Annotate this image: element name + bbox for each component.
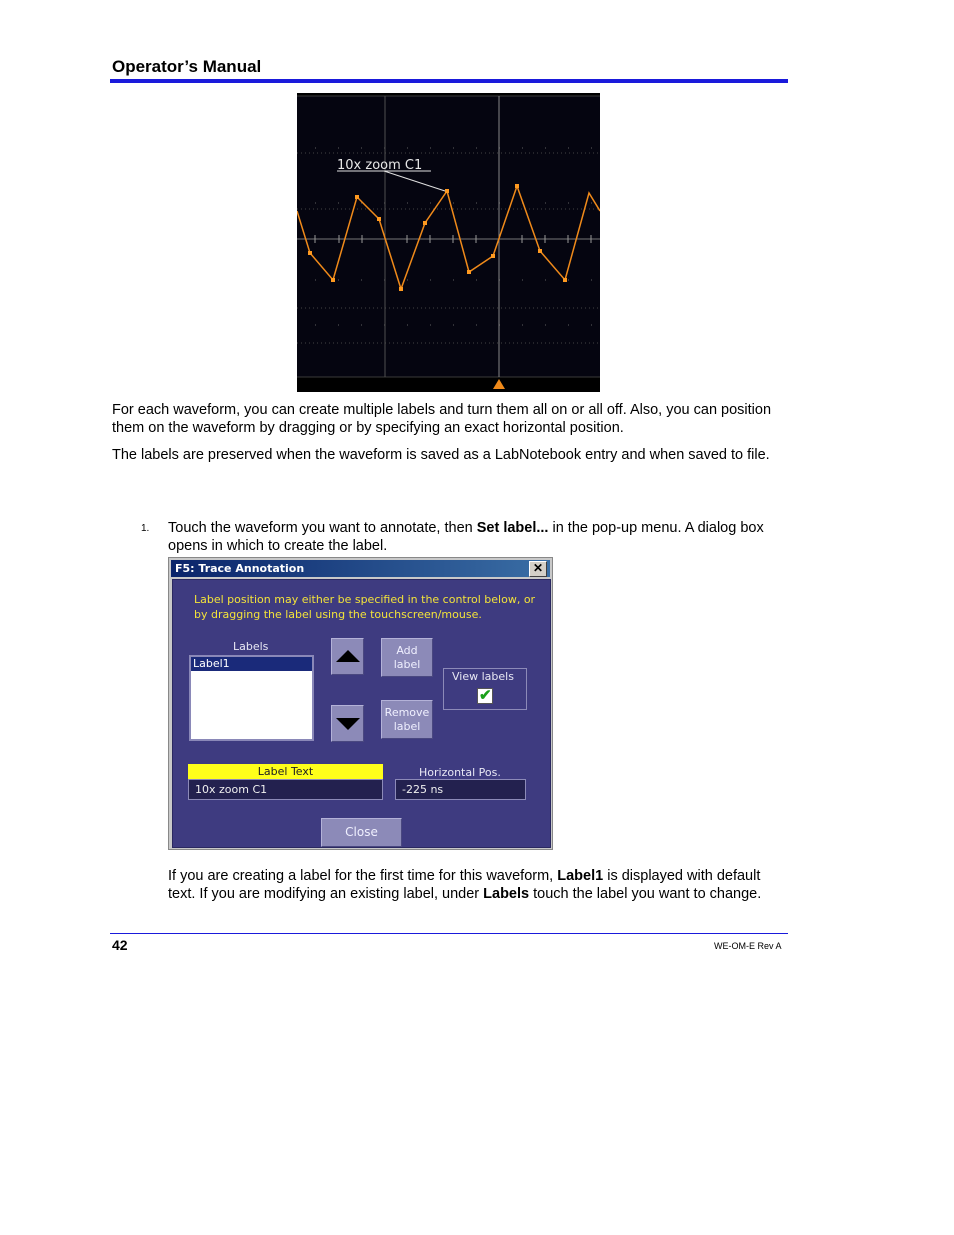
step-number: 1. [141,523,150,534]
label-text-header: Label Text [188,764,383,779]
view-labels-checkbox[interactable] [477,688,493,704]
checkmark-icon: ✔ [479,687,492,704]
move-down-button[interactable] [331,705,364,742]
horizontal-pos-header: Horizontal Pos. [419,766,501,779]
page-header-title: Operator’s Manual [112,57,262,76]
dialog-titlebar[interactable] [171,560,550,577]
horizontal-pos-input[interactable]: -225 ns [395,779,526,800]
dialog-title: F5: Trace Annotation [175,562,305,575]
labels-list-item-label1[interactable]: Label1 [191,657,312,671]
after-dialog-text [168,867,788,903]
step-text [168,519,788,555]
move-up-button[interactable] [331,638,364,675]
step-bold: Set label... [476,520,549,536]
arrow-up-icon [336,650,360,662]
labels-list[interactable] [189,655,314,741]
labels-header: Labels [233,640,269,653]
arrow-down-icon [336,718,360,730]
close-button[interactable]: Close [321,818,402,847]
paragraph-1: For each waveform, you can create multiple labels and turn them all on or all off. Also, you can position them on the waveform by dragging or by specifying an exact horizontal position. [112,402,772,436]
close-icon[interactable]: ✕ [529,561,547,577]
waveform-grid [297,93,600,392]
dialog-body [172,579,551,848]
after-text-a: If you are creating a label for the first time for this waveform, [168,868,558,884]
footer-rule [110,933,788,934]
after-text-b: is displayed with default text. If you are modifying an existing label, under [168,868,761,902]
document-id: WE-OM-E Rev A [714,941,782,951]
add-label-button[interactable]: Add label [381,638,433,677]
waveform-label[interactable]: 10x zoom C1 [337,158,423,173]
dialog-message: Label position may either be specified in the control below, or by dragging the label using the touchscreen/mouse. [194,593,536,621]
remove-label-button[interactable]: Remove label [381,700,433,739]
oscilloscope-screenshot [297,93,600,392]
after-bold-labels: Labels [483,886,530,902]
view-labels-label: View labels [452,670,514,683]
view-labels-group [443,668,527,710]
page-number: 42 [112,937,128,953]
paragraph-2: The labels are preserved when the waveform is saved as a LabNotebook entry and when saved to file. [112,447,770,463]
trace-annotation-dialog [168,557,553,850]
step-text-a: Touch the waveform you want to annotate, then [168,520,477,536]
step-text-b: in the pop-up menu. A dialog box opens in which to create the label. [168,520,764,554]
label-text-input[interactable]: 10x zoom C1 [188,779,383,800]
header-rule [110,79,788,83]
after-bold-label1: Label1 [557,868,604,884]
after-text-c: touch the label you want to change. [529,886,762,902]
